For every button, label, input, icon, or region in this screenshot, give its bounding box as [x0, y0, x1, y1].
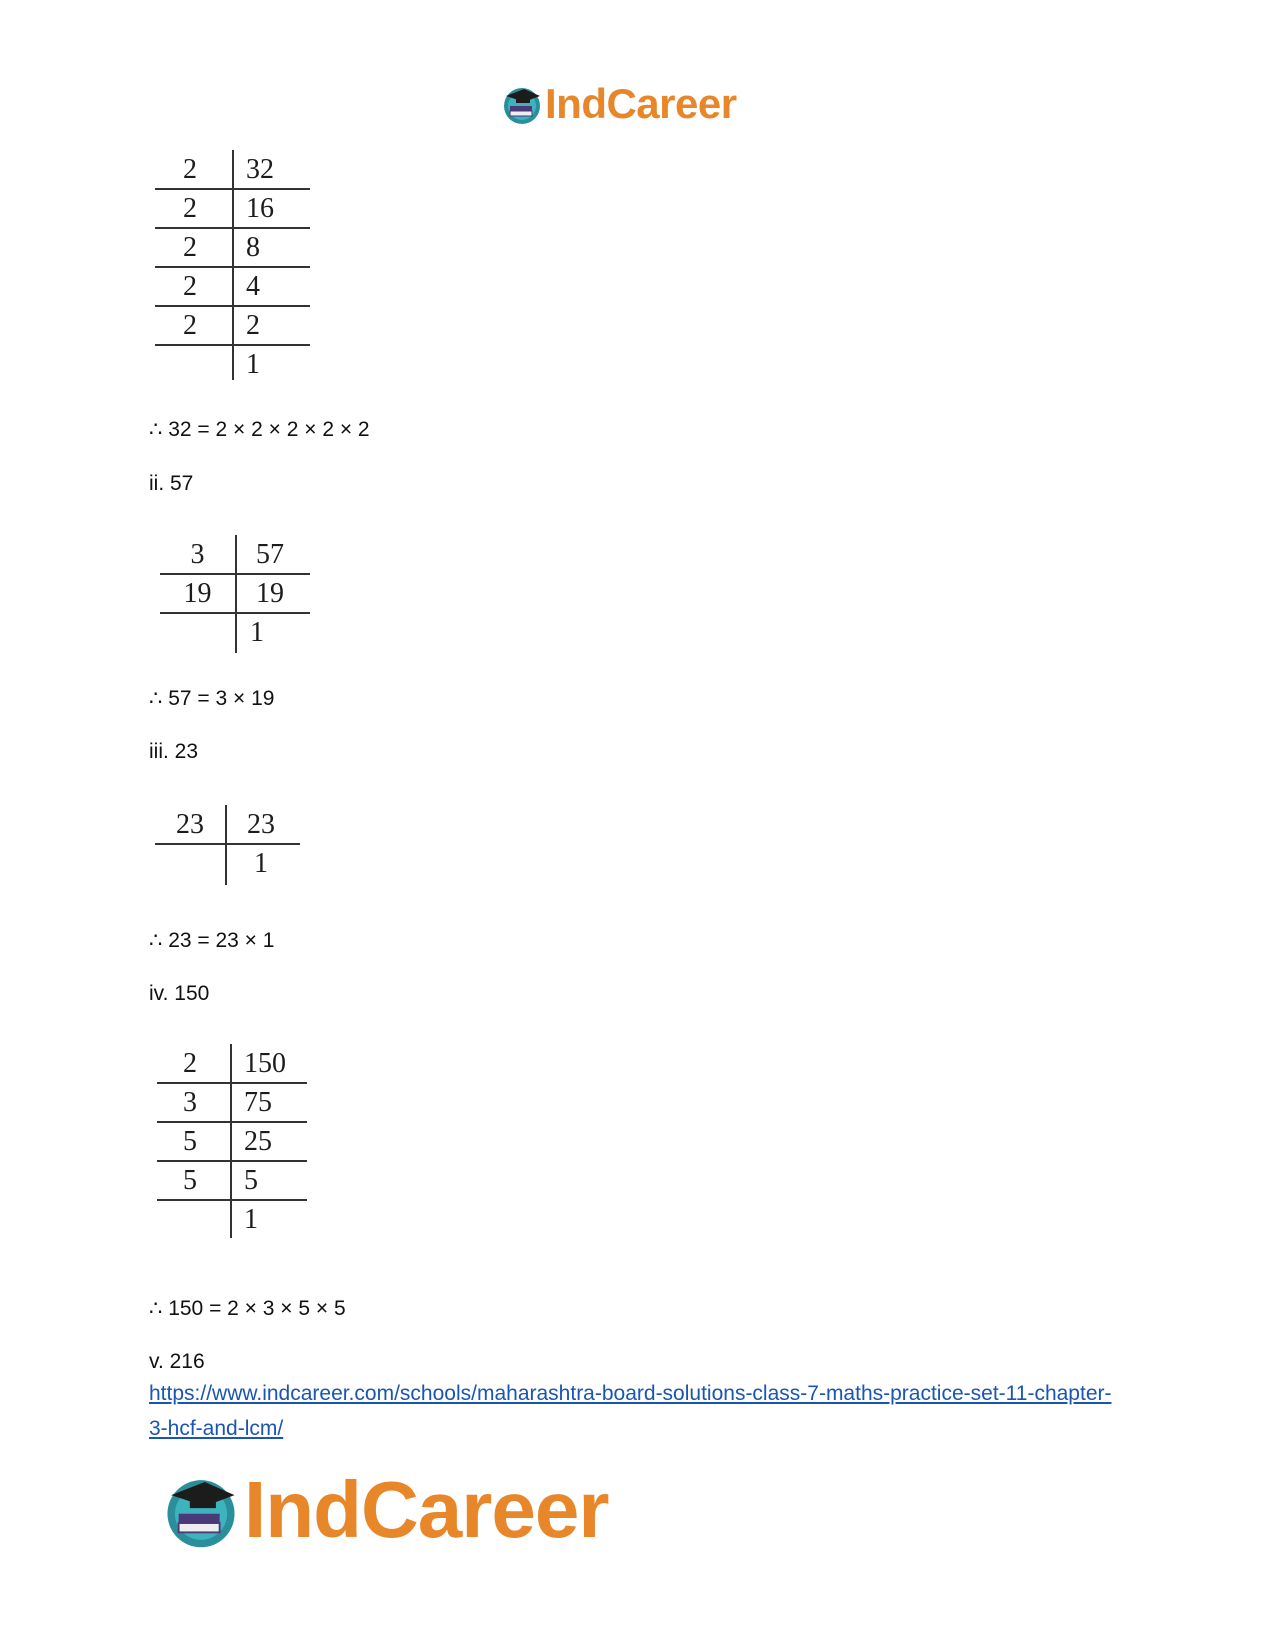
divisor-cell: 2 — [183, 310, 197, 341]
result-150: ∴ 150 = 2 × 3 × 5 × 5 — [149, 1297, 346, 1320]
divisor-cell: 3 — [190, 539, 205, 570]
subpart-label-iv: iv. 150 — [149, 982, 210, 1005]
divisor-cell: 19 — [183, 578, 212, 609]
value-cell: 57 — [256, 539, 284, 570]
value-cell: 25 — [244, 1126, 272, 1157]
value-cell: 150 — [244, 1048, 286, 1079]
division-table-23 — [155, 805, 300, 885]
value-cell: 23 — [247, 809, 275, 840]
value-cell: 75 — [244, 1087, 272, 1118]
divisor-cell: 5 — [183, 1126, 197, 1157]
value-cell: 5 — [244, 1165, 258, 1196]
result-23: ∴ 23 = 23 × 1 — [149, 929, 275, 952]
value-cell: 8 — [246, 232, 260, 263]
value-cell: 4 — [246, 271, 260, 302]
value-cell: 16 — [246, 193, 274, 224]
result-57: ∴ 57 = 3 × 19 — [149, 687, 275, 710]
result-32: ∴ 32 = 2 × 2 × 2 × 2 × 2 — [149, 418, 370, 441]
graduation-globe-icon — [160, 1469, 242, 1551]
value-cell: 1 — [250, 617, 264, 648]
indcareer-logo-top — [500, 80, 737, 128]
logo-text: IndCareer — [244, 1465, 609, 1554]
divisor-cell: 23 — [176, 809, 204, 840]
value-cell: 32 — [246, 154, 274, 185]
division-table-150 — [157, 1044, 307, 1238]
divisor-cell: 3 — [183, 1087, 197, 1118]
divisor-cell: 2 — [183, 1048, 197, 1079]
value-cell: 1 — [244, 1204, 258, 1235]
graduation-globe-icon — [500, 82, 544, 126]
subpart-label-v: v. 216 — [149, 1350, 205, 1373]
value-cell: 2 — [246, 310, 260, 341]
subpart-label-ii: ii. 57 — [149, 472, 194, 495]
indcareer-logo-bottom — [160, 1466, 608, 1554]
divisor-cell: 2 — [183, 193, 197, 224]
divisor-cell: 2 — [183, 154, 197, 185]
division-table-57 — [160, 535, 310, 653]
value-cell: 19 — [256, 578, 284, 609]
subpart-label-iii: iii. 23 — [149, 740, 199, 763]
source-url-link[interactable]: https://www.indcareer.com/schools/maharashtra-board-solutions-class-7-maths-practice-set-11-chapter-3-hcf-and-lcm/ — [149, 1382, 1112, 1440]
divisor-cell: 2 — [183, 271, 197, 302]
logo-text: IndCareer — [545, 80, 737, 127]
value-cell: 1 — [246, 349, 260, 380]
divisor-cell: 5 — [183, 1165, 197, 1196]
division-table-32 — [155, 150, 310, 380]
divisor-cell: 2 — [183, 232, 197, 263]
value-cell: 1 — [254, 848, 268, 879]
